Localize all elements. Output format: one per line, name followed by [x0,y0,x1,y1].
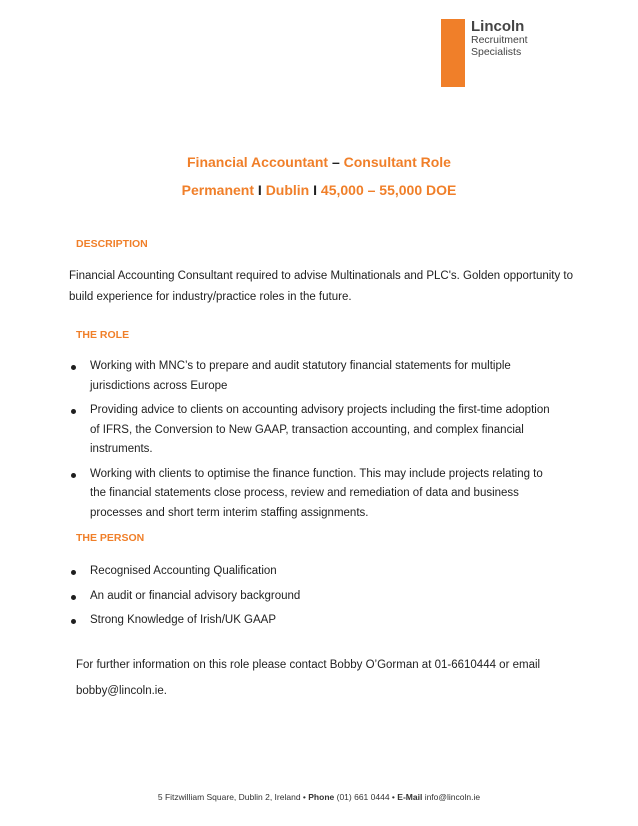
person-list [69,562,559,636]
job-title-dash: – [331,154,340,170]
contact-text: For further information on this role please contact Bobby O’Gorman at 01-6610444 or email bobby@lincoln.ie. [76,659,541,697]
job-salary: 45,000 – 55,000 DOE [320,182,457,198]
job-title-part1: Financial Accountant [187,154,329,170]
logo-text [471,19,528,57]
footer-email-label: E-Mail [397,792,423,802]
job-location: Dublin [265,182,310,198]
role-list [69,357,559,528]
logo-line-2: Recruitment [471,34,528,46]
job-title-part2: Consultant Role [343,154,451,170]
footer-email: info@lincoln.ie [424,792,481,802]
separator: I [257,182,262,198]
footer-address: 5 Fitzwilliam Square, Dublin 2, Ireland • [157,792,306,802]
list-item: Working with MNC’s to prepare and audit statutory financial statements for multiple jurisdictions across Europe [69,357,559,396]
list-item: Strong Knowledge of Irish/UK GAAP [69,611,559,631]
job-title [0,154,638,170]
list-item: Recognised Accounting Qualification [69,562,559,582]
job-subtitle [0,182,638,198]
footer-phone: (01) 661 0444 • [336,792,395,802]
logo-mark-icon [441,19,465,87]
list-item: An audit or financial advisory background [69,587,559,607]
footer [0,792,638,802]
description-text: Financial Accounting Consultant required to advise Multinationals and PLC's. Golden opportunity to build experience for industry/practice roles in the future. [69,270,574,303]
list-item: Providing advice to clients on accounting advisory projects including the first-time adoption of IFRS, the Conversion to New GAAP, transaction accounting, and complex financial instruments. [69,401,559,460]
description-heading: DESCRIPTION [76,238,148,250]
role-heading: THE ROLE [76,329,130,341]
footer-phone-label: Phone [308,792,335,802]
logo-line-3: Specialists [471,45,522,58]
job-type: Permanent [181,182,255,198]
list-item: Working with clients to optimise the finance function. This may include projects relating to the financial statements close process, review and remediation of data and business processes and short term interim staffing assignments. [69,465,559,524]
person-heading: THE PERSON [76,532,145,544]
logo-line-1: Lincoln [471,18,525,35]
separator: I [313,182,318,198]
